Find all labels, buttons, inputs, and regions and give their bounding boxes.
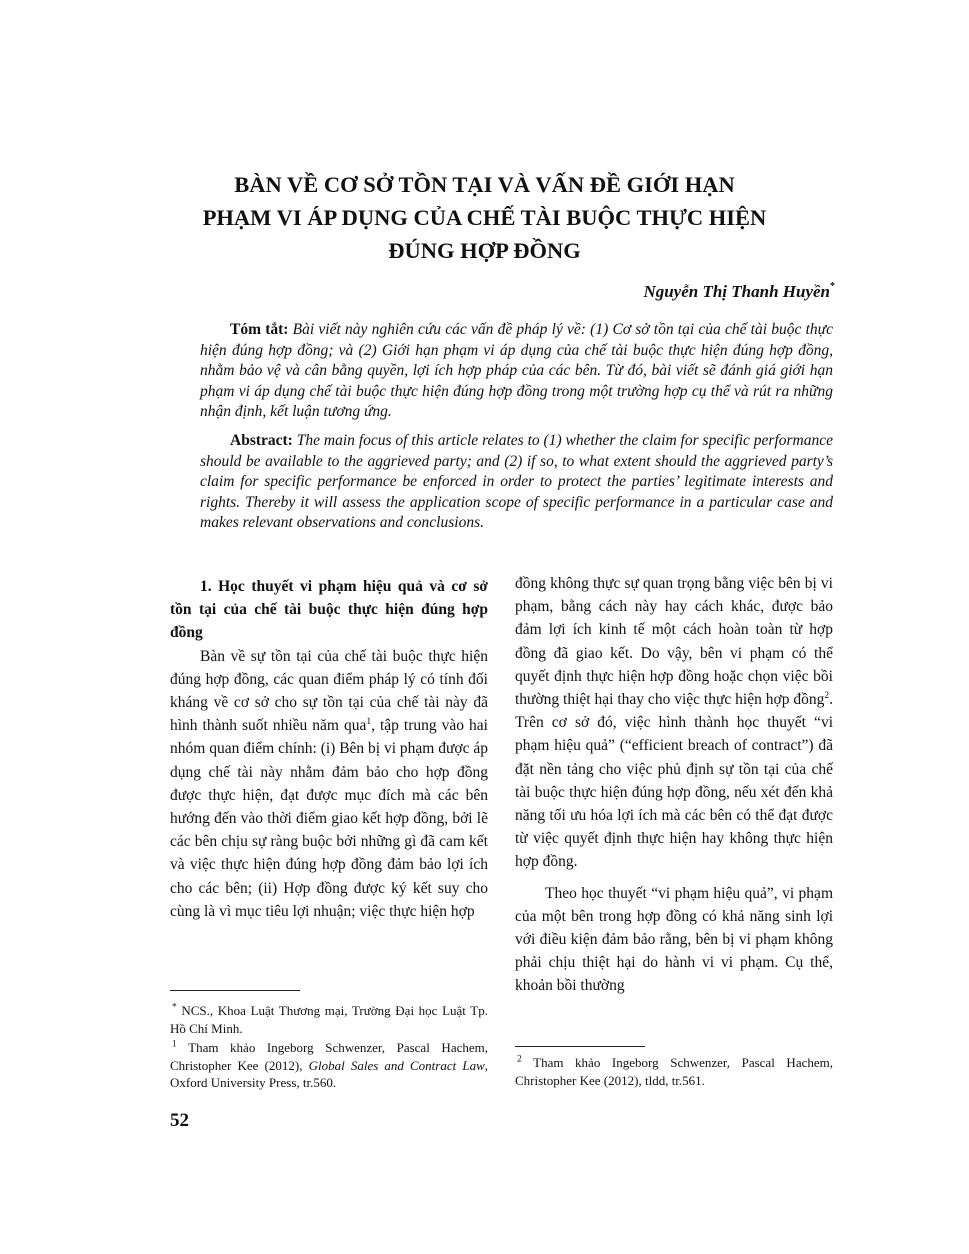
- footnote-2-mark: 2: [517, 1054, 522, 1065]
- section-heading: 1. Học thuyết vi phạm hiệu quả và cơ sở tồn tại của chế tài buộc thực hiện đúng hợp đồng: [170, 578, 488, 642]
- title-line-1: BÀN VỀ CƠ SỞ TỒN TẠI VÀ VẤN ĐỀ GIỚI HẠN: [234, 172, 735, 197]
- footnotes-left: [170, 1002, 488, 1094]
- abstract-text: The main focus of this article relates to (1) whether the claim for specific performance should be available to the aggrieved party; and (2) if so, to what extent should the aggrieved party’s claim for specific performance be enforced in order to protect the parties’ legitimate interests and rights. Thereby it will assess the application scope of specific performance in a particular case and makes relevant observations and conclusions.: [200, 432, 833, 532]
- footnote-1-mark: 1: [172, 1039, 177, 1050]
- summary-vi-text: Bài viết này nghiên cứu các vấn đề pháp lý về: (1) Cơ sở tồn tại của chế tài buộc thực hiện đúng hợp đồng; và (2) Giới hạn phạm vi áp dụng của chế tài buộc thực hiện đúng hợp đồng, nhằm bảo vệ và cân bằng quyền, lợi ích hợp pháp của các bên. Từ đó, bài viết sẽ đánh giá giới hạn phạm vi áp dụng chế tài buộc thực hiện đúng hợp đồng trong một trường hợp cụ thể và rút ra những nhận định, kết luận tương ứng.: [200, 321, 833, 421]
- footnote-1: [170, 1039, 488, 1092]
- author-name: Nguyễn Thị Thanh Huyền: [643, 282, 830, 301]
- right-p1-text-a: đồng không thực sự quan trọng bằng việc bên bị vi phạm, bằng cách này hay cách khác, được bảo đảm lợi ích kinh tế một cách hoàn toàn từ hợp đồng đã giao kết. Do vậy, bên vi phạm có thể quyết định thực hiện hợp đồng hoặc chọn việc bồi thường thiệt hại thay cho việc thực hiện hợp đồng: [515, 575, 833, 709]
- page-number: 52: [170, 1110, 189, 1131]
- footnote-divider-right: [515, 1046, 645, 1047]
- footnote-1-book-title: Global Sales and Contract Law: [308, 1057, 485, 1073]
- footnote-ref-2[interactable]: 2: [824, 690, 830, 701]
- abstract-label: Abstract:: [230, 432, 293, 449]
- right-paragraph-1: [515, 572, 833, 874]
- left-p1-text-b: , tập trung vào hai nhóm quan điểm chính: (i) Bên bị vi phạm được áp dụng chế tài này nhằm đảm bảo cho hợp đồng được thực hiện, đạt được mục đích mà các bên hướng đến vào thời điểm giao kết hợp đồng, bởi lẽ các bên chịu sự ràng buộc bởi những gì đã cam kết và việc thực hiện đúng hợp đồng đảm bảo lợi ích cho các bên; (ii) Hợp đồng được ký kết suy cho cùng là vì mục tiêu lợi nhuận; việc thực hiện hợp: [170, 717, 488, 920]
- article-title: [150, 168, 819, 267]
- footnote-author-text: NCS., Khoa Luật Thương mại, Trường Đại học Luật Tp. Hồ Chí Minh.: [170, 1003, 488, 1036]
- author: [643, 282, 835, 302]
- footnote-1-text-b: , Oxford University Press, tr.560.: [170, 1057, 489, 1091]
- footnote-ref-1[interactable]: 1: [366, 717, 372, 728]
- summary-english: [200, 431, 833, 534]
- footnote-author-mark: *: [172, 1002, 177, 1013]
- paragraph-gap: [515, 874, 833, 882]
- left-paragraph-1: [170, 645, 488, 923]
- title-line-3: ĐÚNG HỢP ĐỒNG: [388, 238, 581, 263]
- footnote-author: [170, 1002, 488, 1037]
- left-p1-text-a: Bàn về sự tồn tại của chế tài buộc thực hiện đúng hợp đồng, các quan điểm pháp lý có tính đối kháng về cơ sở cho sự tồn tại của chế tài này đã hình thành suốt nhiều năm qua: [170, 647, 488, 735]
- right-paragraph-2: Theo học thuyết “vi phạm hiệu quả”, vi phạm của một bên trong hợp đồng có khả năng sinh lợi với điều kiện đảm bảo rằng, bên bị vi phạm không phải chịu thiệt hại do hành vi vi phạm. Cụ thể, khoản bồi thường: [515, 884, 833, 995]
- footnote-2: [515, 1054, 833, 1089]
- footnote-1-text-a: Tham khảo Ingeborg Schwenzer, Pascal Hachem, Christopher Kee (2012),: [170, 1040, 488, 1073]
- title-line-2: PHẠM VI ÁP DỤNG CỦA CHẾ TÀI BUỘC THỰC HIỆN: [202, 205, 767, 230]
- right-column: [515, 572, 833, 998]
- summary-vietnamese: [200, 320, 833, 423]
- footnote-2-text: Tham khảo Ingeborg Schwenzer, Pascal Hachem, Christopher Kee (2012), tldd, tr.561.: [515, 1055, 833, 1088]
- footnotes-right: [515, 1054, 833, 1091]
- left-column: [170, 575, 488, 923]
- author-footnote-mark: *: [830, 281, 835, 293]
- right-p1-text-b: . Trên cơ sở đó, việc hình thành học thuyết “vi phạm hiệu quả” (“efficient breach of contract”) đã đặt nền tảng cho việc phủ định sự tồn tại của chế tài buộc thực hiện đúng hợp đồng, nếu xét đến khả năng tối ưu hóa lợi ích mà các bên có thể đạt được từ việc quyết định thực hiện hay không thực hiện hợp đồng.: [515, 691, 833, 871]
- footnote-divider-left: [170, 990, 300, 991]
- summary-vi-label: Tóm tắt:: [230, 321, 289, 338]
